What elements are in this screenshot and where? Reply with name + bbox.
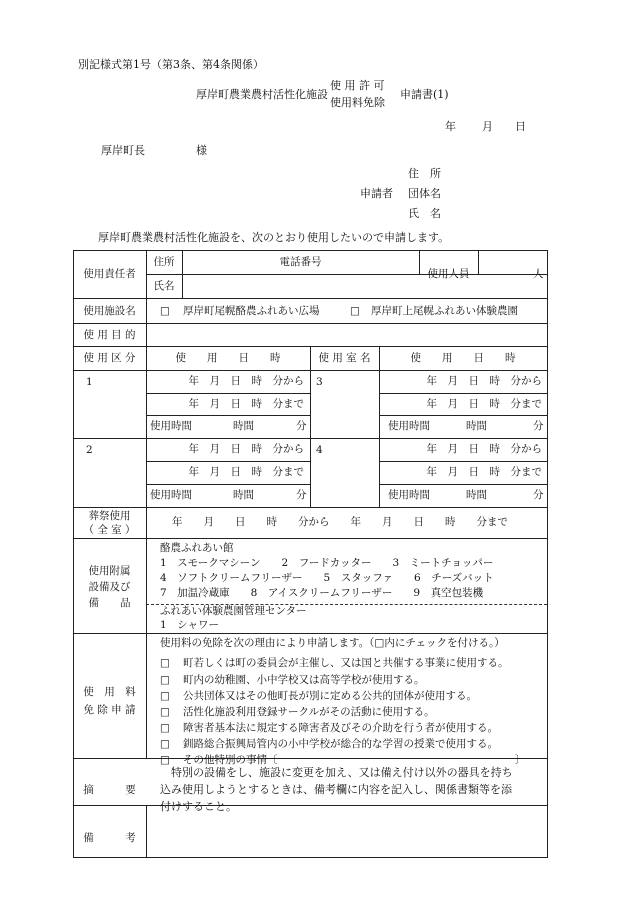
slot3-minutes: 分 xyxy=(533,420,544,432)
reason7-text: その他特別の事情〔 xyxy=(183,754,278,766)
summary-label: 摘 要 xyxy=(83,784,136,796)
reason6-text: 釧路総合振興局管内の小中学校が総合的な学習の授業で使用する。 xyxy=(183,738,498,750)
addressee: 厚岸町長 xyxy=(101,144,145,157)
equip-row1: 1 スモークマシーン 2 フードカッター 3 ミートチョッパー xyxy=(160,557,494,569)
facility1-checkbox[interactable]: □ xyxy=(160,305,170,317)
datetime-header-right: 使 用 日 時 xyxy=(410,352,516,364)
title-option-permit: 使 用 許 可 xyxy=(330,79,385,92)
slot2-number: 2 xyxy=(86,444,93,456)
users-label: 使用人員 xyxy=(427,268,470,280)
slot4-to[interactable]: 年 月 日 時 分まで xyxy=(426,466,542,478)
reason2-checkbox[interactable]: □ xyxy=(160,674,170,686)
date-day: 日 xyxy=(515,120,526,133)
title-prefix: 厚岸町農業農村活性化施設 xyxy=(196,88,328,101)
intro-text: 厚岸町農業農村活性化施設を、次のとおり使用したいので申請します。 xyxy=(98,231,450,244)
equip-group1: 酪農ふれあい館 xyxy=(160,542,234,554)
room-label: 使 用 室 名 xyxy=(318,352,371,364)
slot2-to[interactable]: 年 月 日 時 分まで xyxy=(188,466,304,478)
slot2-hours: 時間 xyxy=(233,489,254,501)
slot3-from[interactable]: 年 月 日 時 分から xyxy=(426,375,542,387)
slot3-usage-time: 使用時間 xyxy=(388,420,430,432)
exemption-intro: 使用料の免除を次の理由により申請します。（□内にチェックを付ける。） xyxy=(160,637,505,649)
equip-row4: 1 シャワー xyxy=(160,619,219,631)
purpose-input[interactable] xyxy=(150,325,545,343)
facility1-name: 厚岸町尾幌酪農ふれあい広場 xyxy=(183,305,320,317)
reason3-checkbox[interactable]: □ xyxy=(160,690,170,702)
facility-label: 使用施設名 xyxy=(83,305,136,317)
facility2-name: 厚岸町上尾幌ふれあい体験農園 xyxy=(371,305,518,317)
purpose-label: 使 用 目 的 xyxy=(83,329,136,341)
responsible-person-label: 使用責任者 xyxy=(83,268,136,280)
slot4-minutes: 分 xyxy=(533,489,544,501)
slot4-number: 4 xyxy=(316,444,323,456)
slot1-from[interactable]: 年 月 日 時 分から xyxy=(188,375,304,387)
date-year: 年 xyxy=(445,120,456,133)
name-cell-label: 氏名 xyxy=(153,280,175,292)
summary-line1: 特別の設備をし、施設に変更を加え、又は備え付け以外の器具を持ち xyxy=(160,766,513,779)
category-label: 使 用 区 分 xyxy=(83,352,136,364)
remarks-label: 備 考 xyxy=(83,832,136,844)
address-label: 住 所 xyxy=(408,167,441,180)
title-suffix: 申請書(1) xyxy=(400,88,449,101)
date-month: 月 xyxy=(482,120,493,133)
group-label: 団体名 xyxy=(408,187,441,200)
slot1-hours: 時間 xyxy=(233,420,254,432)
person-unit: 人 xyxy=(533,268,544,280)
slot2-usage-time: 使用時間 xyxy=(150,489,192,501)
slot1-to[interactable]: 年 月 日 時 分まで xyxy=(188,398,304,410)
remarks-input[interactable] xyxy=(150,809,545,854)
reason4-checkbox[interactable]: □ xyxy=(160,706,170,718)
reason1-checkbox[interactable]: □ xyxy=(160,657,170,669)
reason5-text: 障害者基本法に規定する障害者及びその介助を行う者が使用する。 xyxy=(183,722,498,734)
slot3-number: 3 xyxy=(316,376,323,388)
name-label: 氏 名 xyxy=(408,207,441,220)
slot1-usage-time: 使用時間 xyxy=(150,420,192,432)
slot3-hours: 時間 xyxy=(466,420,487,432)
reason2-text: 町内の幼稚園、小中学校又は高等学校が使用する。 xyxy=(183,674,425,686)
summary-line2: 込み使用しようとするときは、備考欄に内容を記入し、関係書類等を添 xyxy=(160,783,512,796)
honorific: 様 xyxy=(196,144,207,157)
equip-row2: 4 ソフトクリームフリーザー 5 スタッファ 6 チーズバット xyxy=(160,572,494,584)
reason3-text: 公共団体又はその他町長が別に定める公共的団体が使用する。 xyxy=(183,690,477,702)
slot3-to[interactable]: 年 月 日 時 分まで xyxy=(426,398,542,410)
slot4-from[interactable]: 年 月 日 時 分から xyxy=(426,443,542,455)
equipment-label: 使用附属 設備及び 備 品 xyxy=(88,565,131,609)
address-cell-label: 住所 xyxy=(153,256,175,268)
equip-row3: 7 加温冷蔵庫 8 アイスクリームフリーザー 9 真空包装機 xyxy=(160,587,484,599)
slot1-number: 1 xyxy=(86,376,93,388)
applicant-label: 申請者 xyxy=(360,187,393,200)
reason6-checkbox[interactable]: □ xyxy=(160,738,170,750)
form-id: 別記様式第1号（第3条、第4条関係） xyxy=(78,58,264,71)
slot4-usage-time: 使用時間 xyxy=(388,489,430,501)
summary-line3: 付けすること。 xyxy=(160,800,237,813)
phone-label: 電話番号 xyxy=(279,256,322,268)
exemption-label: 使 用 料 免 除 申 請 xyxy=(83,686,136,716)
slot4-hours: 時間 xyxy=(466,489,487,501)
datetime-header-left: 使 用 日 時 xyxy=(175,352,281,364)
slot1-minutes: 分 xyxy=(296,420,307,432)
funeral-dates[interactable]: 年 月 日 時 分から 年 月 日 時 分まで xyxy=(172,516,508,528)
reason1-text: 町若しくは町の委員会が主催し、又は国と共催する事業に使用する。 xyxy=(183,657,509,669)
reason-close-bracket: 〕 xyxy=(515,754,526,766)
slot2-minutes: 分 xyxy=(296,489,307,501)
slot2-from[interactable]: 年 月 日 時 分から xyxy=(188,443,304,455)
equip-group2: ふれあい体験農園管理センター xyxy=(160,605,307,617)
funeral-label: 葬祭使用 （ 全 室 ） xyxy=(83,510,136,536)
reason7-checkbox[interactable]: □ xyxy=(160,754,170,766)
reason5-checkbox[interactable]: □ xyxy=(160,722,170,734)
facility2-checkbox[interactable]: □ xyxy=(350,305,360,317)
title-option-exemption: 使用料免除 xyxy=(330,96,385,109)
reason4-text: 活性化施設利用登録サークルがその活動に使用する。 xyxy=(183,706,435,718)
